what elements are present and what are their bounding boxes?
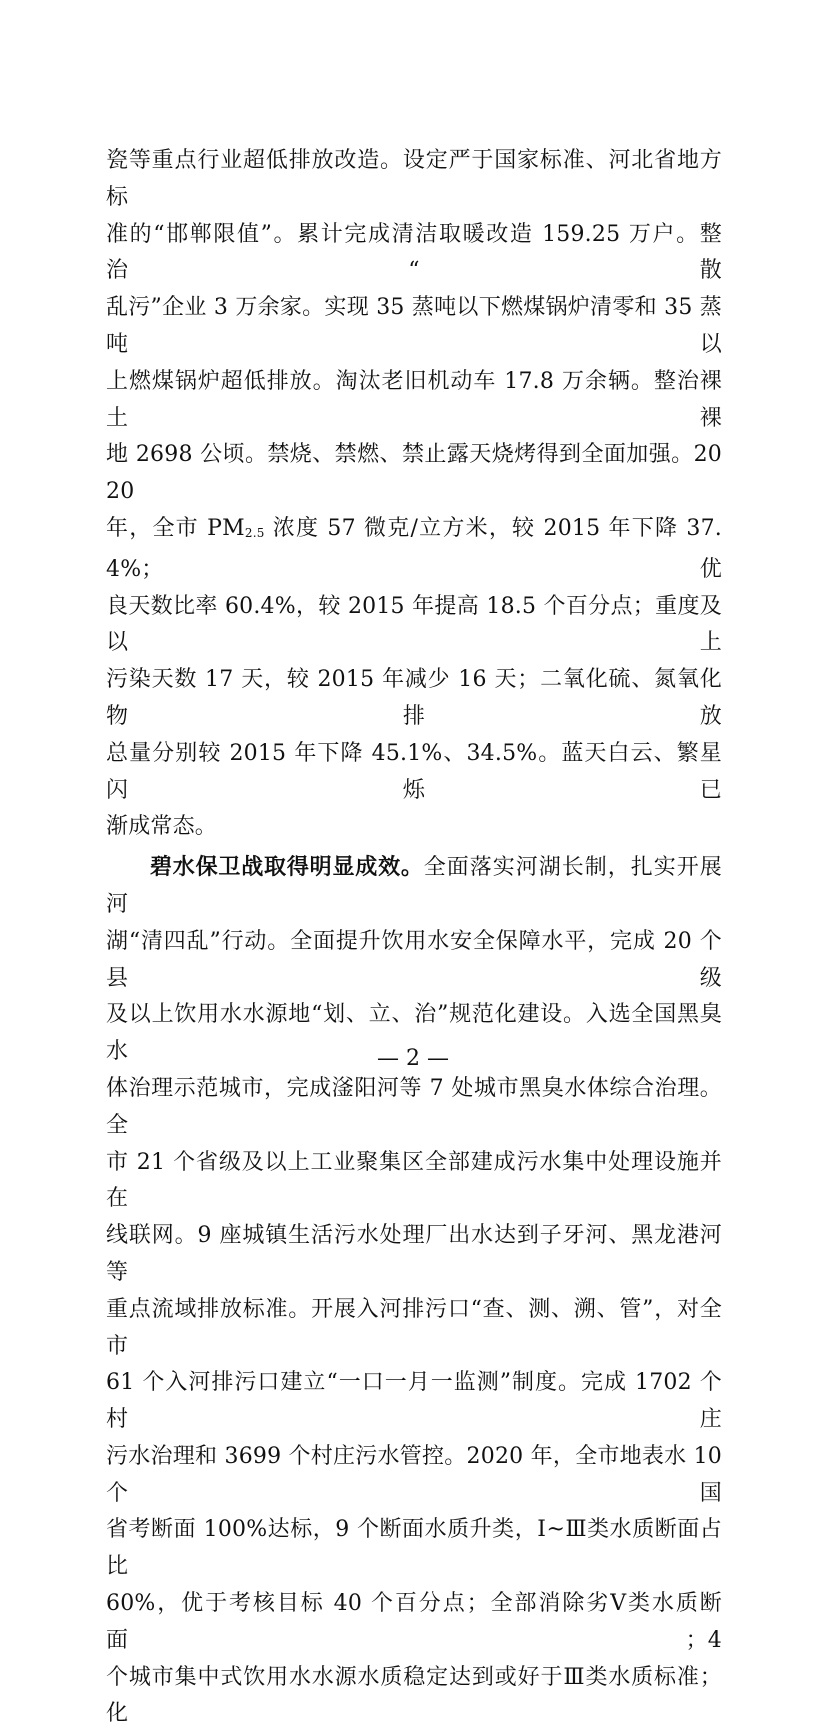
text-line: 地 2698 公顷。禁烧、禁燃、禁止露天烧烤得到全面加强。2020 [106, 442, 722, 505]
text-line: 61 个入河排污口建立“一口一月一监测”制度。完成 1702 个村庄 [106, 1370, 722, 1433]
text-line: 及以上饮用水水源地“划、立、治”规范化建设。入选全国黑臭水 [106, 1002, 722, 1065]
pm25-subscript: 2.5 [244, 525, 265, 540]
text-line: 准的“邯郸限值”。累计完成清洁取暖改造 159.25 万户。整治“散 [106, 221, 722, 284]
paragraph-water-quality [106, 850, 722, 1733]
text-line: 良天数比率 60.4%，较 2015 年提高 18.5 个百分点；重度及以上 [106, 593, 722, 656]
paragraph-air-quality [106, 143, 722, 846]
text-segment: 年，全市 PM [106, 515, 245, 541]
text-line-pm25 [106, 511, 722, 589]
text-line: 湖“清四乱”行动。全面提升饮用水安全保障水平，完成 20 个县级 [106, 928, 722, 991]
text-line: 瓷等重点行业超低排放改造。设定严于国家标准、河北省地方标 [106, 148, 722, 210]
text-line: 污水治理和 3699 个村庄污水管控。2020 年，全市地表水 10 个国 [106, 1443, 722, 1506]
text-segment: 浓度 57 微克/立方米，较 2015 年下降 37.4%；优 [106, 515, 722, 582]
text-line: 个城市集中式饮用水水源水质稳定达到或好于Ⅲ类水质标准；化 [106, 1664, 722, 1727]
text-line: 渐成常态。 [106, 814, 218, 840]
text-line: 60%，优于考核目标 40 个百分点；全部消除劣Ⅴ类水质断面；4 [106, 1591, 722, 1653]
text-line: 线联网。9 座城镇生活污水处理厂出水达到子牙河、黑龙港河等 [106, 1223, 722, 1285]
text-line-lead [106, 850, 722, 924]
text-line: 省考断面 100%达标，9 个断面水质升类，Ⅰ~Ⅲ类水质断面占比 [106, 1517, 722, 1580]
text-line: 总量分别较 2015 年下降 45.1%、34.5%。蓝天白云、繁星闪烁已 [106, 740, 722, 803]
text-line: 重点流域排放标准。开展入河排污口“查、测、溯、管”，对全市 [106, 1296, 722, 1359]
text-line: 体治理示范城市，完成滏阳河等 7 处城市黑臭水体综合治理。全 [106, 1075, 722, 1138]
text-line: 市 21 个省级及以上工业聚集区全部建成污水集中处理设施并在 [106, 1149, 722, 1212]
page-number: — 2 — [377, 1046, 449, 1071]
paragraph-lead-heading: 碧水保卫战取得明显成效。 [150, 855, 424, 881]
text-line: 污染天数 17 天，较 2015 年减少 16 天；二氧化硫、氮氧化物排放 [106, 667, 722, 729]
text-line: 上燃煤锅炉超低排放。淘汰老旧机动车 17.8 万余辆。整治裸土裸 [106, 368, 722, 431]
text-line: 乱污”企业 3 万余家。实现 35 蒸吨以下燃煤锅炉清零和 35 蒸吨以 [106, 295, 722, 357]
body-text [106, 143, 722, 1733]
text-segment: 全面落实河湖长制，扎实开展河 [106, 855, 722, 917]
